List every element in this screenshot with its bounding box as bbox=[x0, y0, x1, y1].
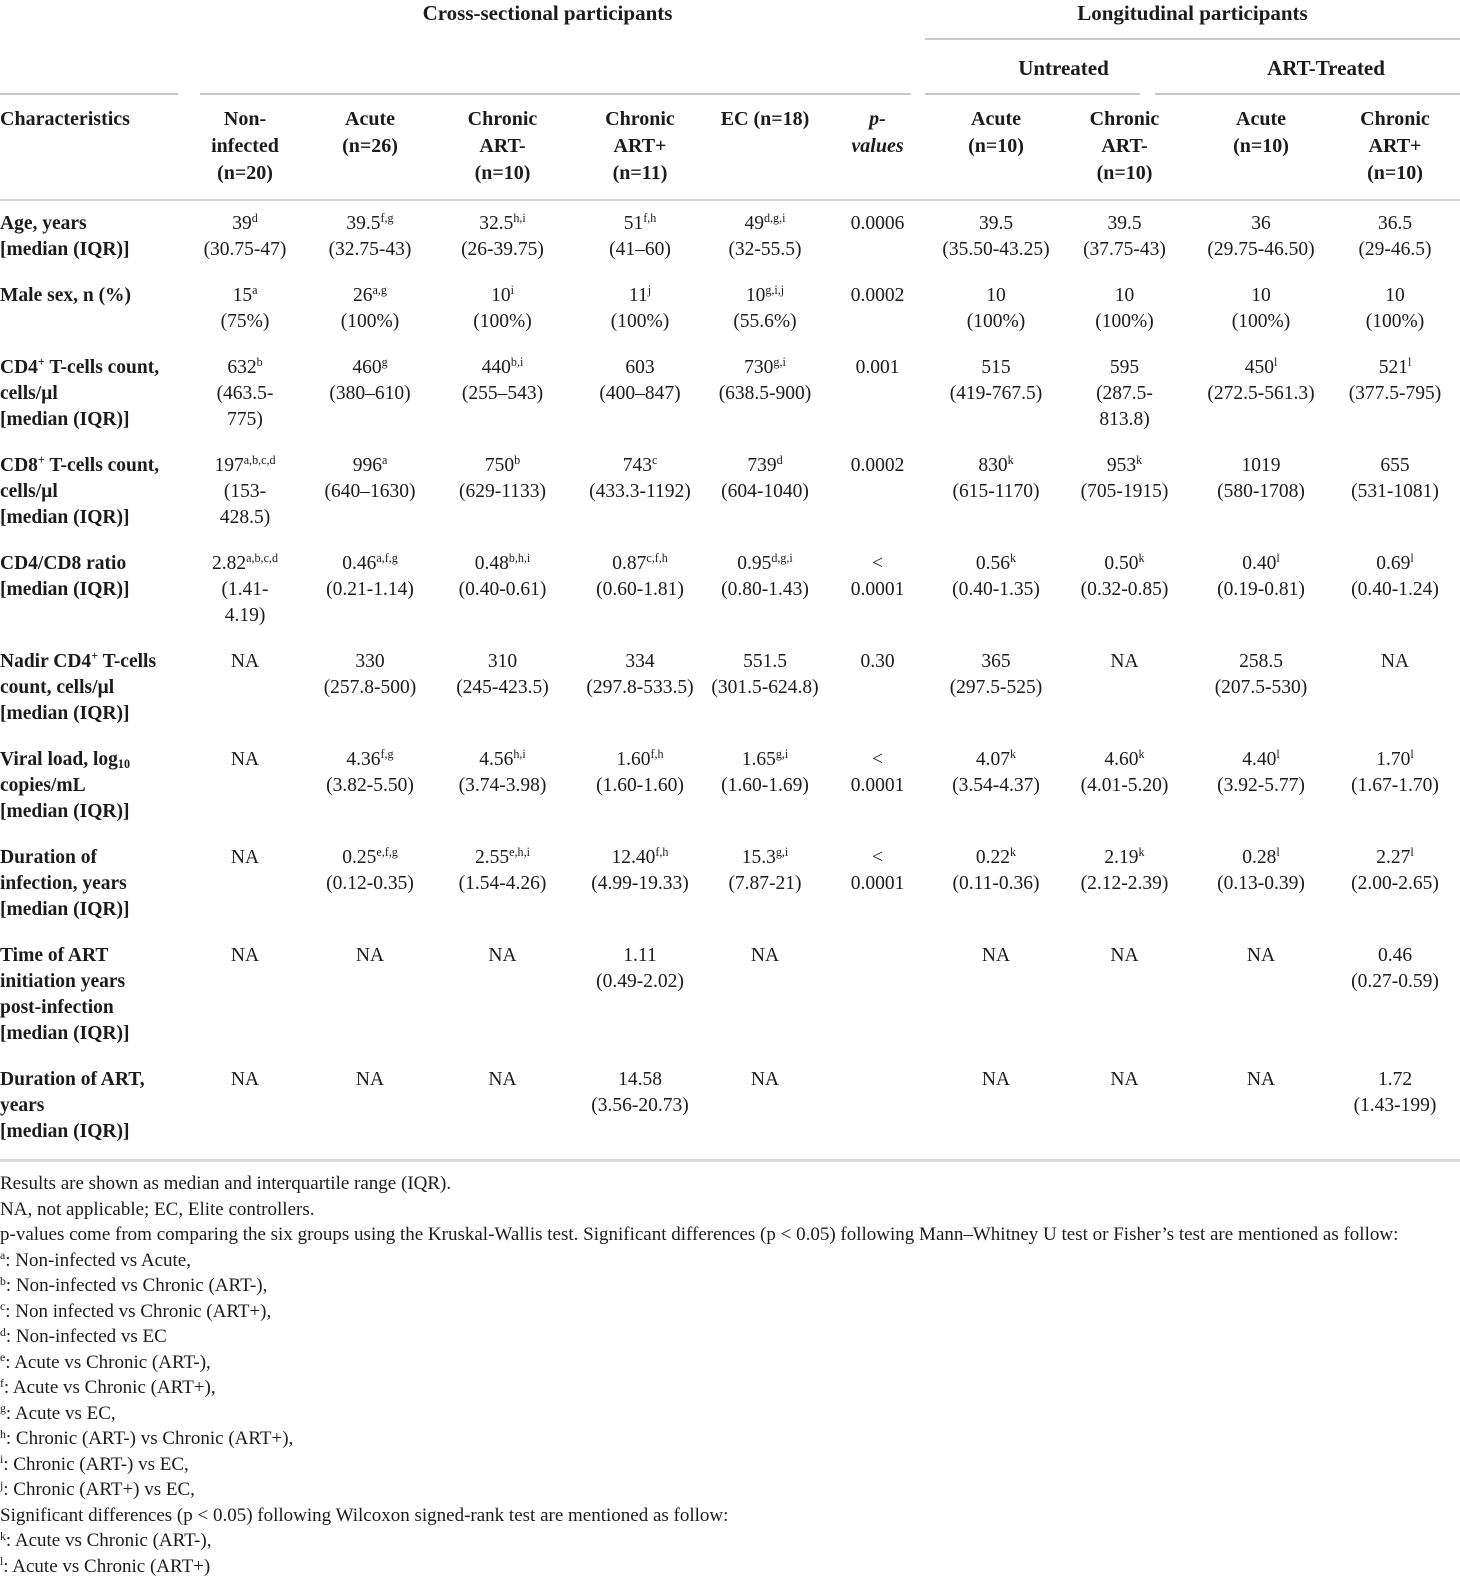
table-body bbox=[0, 201, 1460, 1155]
table-cell: 4.60$^k$ (4.01-5.20) bbox=[1080, 747, 1169, 796]
table-cell: 515 (419-767.5) bbox=[949, 357, 1043, 404]
table-cell: 39$^d$ (30.75-47) bbox=[203, 211, 287, 260]
table-cell: 0.0002 bbox=[850, 455, 905, 476]
table-bottom-rule bbox=[0, 1159, 1460, 1162]
row-label: Duration of infection, years [median (IQR)] bbox=[0, 847, 130, 920]
column-header-characteristics: Characteristics bbox=[0, 108, 130, 130]
table-cell: 2.19$^k$ (2.12-2.39) bbox=[1080, 845, 1169, 894]
footnote-line: $^e$: Acute vs Chronic (ART-), bbox=[0, 1351, 211, 1373]
footnote-line: $^h$: Chronic (ART-) vs Chronic (ART+), bbox=[0, 1427, 294, 1449]
table-cell: 310 (245-423.5) bbox=[456, 651, 549, 698]
table-cell: 12.40$^{f,h}$ (4.99-19.33) bbox=[591, 845, 689, 894]
table-cell: NA bbox=[230, 651, 260, 672]
table-row bbox=[0, 443, 1460, 541]
footnote-line: $^i$: Chronic (ART-) vs EC, bbox=[0, 1453, 189, 1475]
table-cell: NA bbox=[981, 945, 1011, 966]
table-row bbox=[0, 201, 1460, 273]
table-cell: NA bbox=[230, 1069, 260, 1090]
table-cell: NA bbox=[230, 749, 260, 770]
table-cell: 10 (100%) bbox=[966, 285, 1026, 332]
table-cell: 11$^j$ (100%) bbox=[610, 283, 670, 332]
column-header: Chronic ART- (n=10) bbox=[467, 108, 538, 184]
longitudinal-underline-rule bbox=[925, 38, 1460, 40]
footnote-line: $^g$: Acute vs EC, bbox=[0, 1402, 116, 1424]
table-footnotes bbox=[0, 1171, 1460, 1579]
table-cell: 2.27$^l$ (2.00-2.65) bbox=[1351, 845, 1439, 894]
table-cell: 0.001 bbox=[855, 357, 900, 378]
table-cell: 1.60$^{f,h}$ (1.60-1.60) bbox=[596, 747, 684, 796]
table-cell: 0.56$^k$ (0.40-1.35) bbox=[952, 551, 1040, 600]
table-cell: 2.55$^{e,h,i}$ (1.54-4.26) bbox=[458, 845, 547, 894]
footnote-line: Significant differences (p < 0.05) following Wilcoxon signed-rank test are mentioned as follow: bbox=[0, 1504, 729, 1526]
table-cell: 0.50$^k$ (0.32-0.85) bbox=[1080, 551, 1169, 600]
table-cell: 10$^{g,i,j}$ (55.6%) bbox=[733, 283, 797, 332]
column-header: Acute (n=10) bbox=[968, 108, 1024, 157]
table-cell: 0.69$^l$ (0.40-1.24) bbox=[1351, 551, 1439, 600]
table-cell: 10 (100%) bbox=[1095, 285, 1154, 332]
table-cell: 14.58 (3.56-20.73) bbox=[591, 1069, 689, 1116]
table-cell: 1.70$^l$ (1.67-1.70) bbox=[1351, 747, 1439, 796]
row-label: Nadir CD4+ T-cells count, cells/µl [median (IQR)] bbox=[0, 649, 157, 724]
untreated-underline-rule bbox=[925, 93, 1140, 95]
characteristics-underline-rule bbox=[0, 93, 178, 95]
table-cell: 655 (531-1081) bbox=[1351, 455, 1439, 502]
table-cell bbox=[820, 1067, 935, 1145]
column-header: Non- infected (n=20) bbox=[211, 108, 279, 184]
table-cell: 26$^{a,g}$ (100%) bbox=[340, 283, 400, 332]
table-cell: 0.30 bbox=[860, 651, 895, 672]
table-cell: NA bbox=[750, 1069, 780, 1090]
column-header: Chronic ART- (n=10) bbox=[1089, 108, 1160, 184]
footnote-line: Results are shown as median and interquartile range (IQR). bbox=[0, 1173, 452, 1194]
row-label: Duration of ART, years [median (IQR)] bbox=[0, 1069, 145, 1142]
table-cell: 0.0006 bbox=[850, 213, 905, 234]
table-cell: 551.5 (301.5-624.8) bbox=[711, 651, 819, 698]
row-label: CD8+ T-cells count, cells/µl [median (IQR)] bbox=[0, 453, 160, 528]
table-row bbox=[0, 933, 1460, 1057]
table-cell: NA bbox=[1380, 651, 1410, 672]
cross-sectional-underline-rule bbox=[200, 93, 911, 95]
art-treated-underline-rule bbox=[1155, 93, 1460, 95]
table-cell: 39.5 (35.50-43.25) bbox=[942, 213, 1050, 260]
table-cell: 0.46$^{a,f,g}$ (0.21-1.14) bbox=[326, 551, 414, 600]
table-cell: 10 (100%) bbox=[1365, 285, 1425, 332]
footnote-line: $^a$: Non-infected vs Acute, bbox=[0, 1249, 191, 1271]
table-cell: NA bbox=[488, 945, 517, 966]
table-row bbox=[0, 639, 1460, 737]
table-cell: 450$^l$ (272.5-561.3) bbox=[1207, 355, 1315, 404]
table-cell: 0.48$^{b,h,i}$ (0.40-0.61) bbox=[458, 551, 547, 600]
footnote-line: $^j$: Chronic (ART+) vs EC, bbox=[0, 1478, 195, 1500]
table-cell: 743$^c$ (433.3-1192) bbox=[589, 453, 691, 502]
table-cell: < 0.0001 bbox=[850, 847, 905, 894]
table-cell: 4.36$^{f,g}$ (3.82-5.50) bbox=[326, 747, 414, 796]
table-cell: 51$^{f,h}$ (41–60) bbox=[609, 211, 671, 260]
table-cell: NA bbox=[230, 847, 260, 868]
column-header: EC (n=18) bbox=[720, 108, 810, 130]
table-cell: 15.3$^{g,i}$ (7.87-21) bbox=[728, 845, 802, 894]
table-cell: 15$^a$ (75%) bbox=[220, 283, 270, 332]
table-cell: 521$^l$ (377.5-795) bbox=[1348, 355, 1442, 404]
table-row bbox=[0, 345, 1460, 443]
table-row bbox=[0, 273, 1460, 345]
table-cell: 603 (400–847) bbox=[599, 357, 681, 404]
column-header: p- values bbox=[851, 108, 904, 157]
table-cell: 36 (29.75-46.50) bbox=[1207, 213, 1315, 260]
cross-sectional-group-title: Cross-sectional participants bbox=[422, 1, 673, 25]
footnote-line: $^b$: Non-infected vs Chronic (ART-), bbox=[0, 1274, 268, 1296]
table-cell: 334 (297.8-533.5) bbox=[586, 651, 694, 698]
table-cell: 0.28$^l$ (0.13-0.39) bbox=[1217, 845, 1305, 894]
footnote-line: $^c$: Non infected vs Chronic (ART+), bbox=[0, 1300, 272, 1322]
table-cell: 0.95$^{d,g,i}$ (0.80-1.43) bbox=[721, 551, 809, 600]
footnote-line: $^d$: Non-infected vs EC bbox=[0, 1325, 167, 1347]
table-cell: 1.65$^{g,i}$ (1.60-1.69) bbox=[721, 747, 809, 796]
table-cell: NA bbox=[1110, 651, 1139, 672]
table-cell: 0.40$^l$ (0.19-0.81) bbox=[1217, 551, 1305, 600]
table-cell: NA bbox=[355, 1069, 385, 1090]
longitudinal-group-title: Longitudinal participants bbox=[1077, 1, 1308, 25]
table-cell: 0.87$^{c,f,h}$ (0.60-1.81) bbox=[596, 551, 684, 600]
table-cell: 39.5 (37.75-43) bbox=[1083, 213, 1166, 260]
column-header: Chronic ART+ (n=11) bbox=[605, 108, 675, 184]
table-cell: 4.07$^k$ (3.54-4.37) bbox=[952, 747, 1040, 796]
table-cell: 460$^g$ (380–610) bbox=[329, 355, 411, 404]
table-row bbox=[0, 737, 1460, 835]
untreated-subgroup-title: Untreated bbox=[1018, 56, 1109, 80]
table-cell: 197$^{a,b,c,d}$ (153- 428.5) bbox=[214, 453, 276, 528]
table-cell: NA bbox=[355, 945, 385, 966]
table-cell: 36.5 (29-46.5) bbox=[1358, 213, 1432, 260]
table-cell: < 0.0001 bbox=[850, 553, 905, 600]
footnote-line: $^l$: Acute vs Chronic (ART+) bbox=[0, 1555, 211, 1577]
table-cell: 1.11 (0.49-2.02) bbox=[596, 945, 684, 992]
footnote-line: p-values come from comparing the six groups using the Kruskal-Wallis test. Significant differences (p < 0.05) following Mann–Whitney U test or Fisher’s test are mentioned as follow: bbox=[0, 1224, 1399, 1245]
art-treated-subgroup-title: ART-Treated bbox=[1267, 56, 1385, 80]
footnote-line: $^k$: Acute vs Chronic (ART-), bbox=[0, 1529, 212, 1551]
row-label: CD4+ T-cells count, cells/µl [median (IQR)] bbox=[0, 355, 160, 430]
table-cell: 730$^{g,i}$ (638.5-900) bbox=[718, 355, 812, 404]
row-label: Male sex, n (%) bbox=[0, 285, 132, 306]
table-cell: NA bbox=[230, 945, 260, 966]
table-cell: NA bbox=[1110, 1069, 1139, 1090]
table-cell: 0.0002 bbox=[850, 285, 905, 306]
column-header: Acute (n=26) bbox=[342, 108, 398, 157]
table-cell: NA bbox=[1110, 945, 1139, 966]
table-cell: 32.5$^{h,i}$ (26-39.75) bbox=[461, 211, 544, 260]
table-cell: 39.5$^{f,g}$ (32.75-43) bbox=[328, 211, 412, 260]
row-label: Viral load, $\log_{10}$ copies/mL [median (IQR)] bbox=[0, 749, 130, 822]
footnote-line: NA, not applicable; EC, Elite controllers. bbox=[0, 1198, 315, 1220]
table-cell bbox=[820, 943, 935, 1047]
table-cell: 49$^{d,g,i}$ (32-55.5) bbox=[728, 211, 802, 260]
table-cell: NA bbox=[981, 1069, 1011, 1090]
row-label: Age, years [median (IQR)] bbox=[0, 213, 130, 260]
row-label: Time of ART initiation years post-infection [median (IQR)] bbox=[0, 945, 130, 1044]
table-row bbox=[0, 835, 1460, 933]
table-cell: 996$^a$ (640–1630) bbox=[324, 453, 416, 502]
table-cell: 1019 (580-1708) bbox=[1217, 455, 1305, 502]
footnote-line: $^f$: Acute vs Chronic (ART+), bbox=[0, 1376, 216, 1398]
table-cell: 258.5 (207.5-530) bbox=[1214, 651, 1308, 698]
table-cell: 830$^k$ (615-1170) bbox=[952, 453, 1040, 502]
table-row bbox=[0, 1057, 1460, 1155]
table-cell: 750$^b$ (629-1133) bbox=[458, 453, 546, 502]
table-cell: 10 (100%) bbox=[1231, 285, 1291, 332]
table-cell: 0.46 (0.27-0.59) bbox=[1351, 945, 1439, 992]
table-cell: 0.25$^{e,f,g}$ (0.12-0.35) bbox=[326, 845, 414, 894]
row-label: CD4/CD8 ratio [median (IQR)] bbox=[0, 553, 130, 600]
table-cell: NA bbox=[1246, 945, 1276, 966]
table-cell: 595 (287.5- 813.8) bbox=[1096, 357, 1153, 430]
table-cell: 2.82$^{a,b,c,d}$ (1.41- 4.19) bbox=[212, 551, 278, 626]
table-cell: 440$^{b,i}$ (255–543) bbox=[461, 355, 544, 404]
table-cell: 632$^b$ (463.5- 775) bbox=[216, 355, 274, 430]
table-group-header bbox=[0, 0, 1460, 96]
column-header: Acute (n=10) bbox=[1233, 108, 1289, 157]
table-cell: 330 (257.8-500) bbox=[323, 651, 417, 698]
table-cell: 4.56$^{h,i}$ (3.74-3.98) bbox=[458, 747, 547, 796]
table-header-row bbox=[0, 96, 1460, 201]
table-cell: 1.72 (1.43-199) bbox=[1353, 1069, 1437, 1116]
table-cell: NA bbox=[488, 1069, 517, 1090]
table-cell: NA bbox=[1246, 1069, 1276, 1090]
table-cell: 953$^k$ (705-1915) bbox=[1080, 453, 1169, 502]
column-header: Chronic ART+ (n=10) bbox=[1360, 108, 1430, 184]
table-cell: 365 (297.5-525) bbox=[949, 651, 1043, 698]
table-cell: NA bbox=[750, 945, 780, 966]
table-cell: 10$^i$ (100%) bbox=[473, 283, 532, 332]
table-cell: 0.22$^k$ (0.11-0.36) bbox=[952, 845, 1040, 894]
table-row bbox=[0, 541, 1460, 639]
table-cell: 739$^d$ (604-1040) bbox=[721, 453, 809, 502]
table-cell: 4.40$^l$ (3.92-5.77) bbox=[1217, 747, 1305, 796]
table-cell: < 0.0001 bbox=[850, 749, 905, 796]
